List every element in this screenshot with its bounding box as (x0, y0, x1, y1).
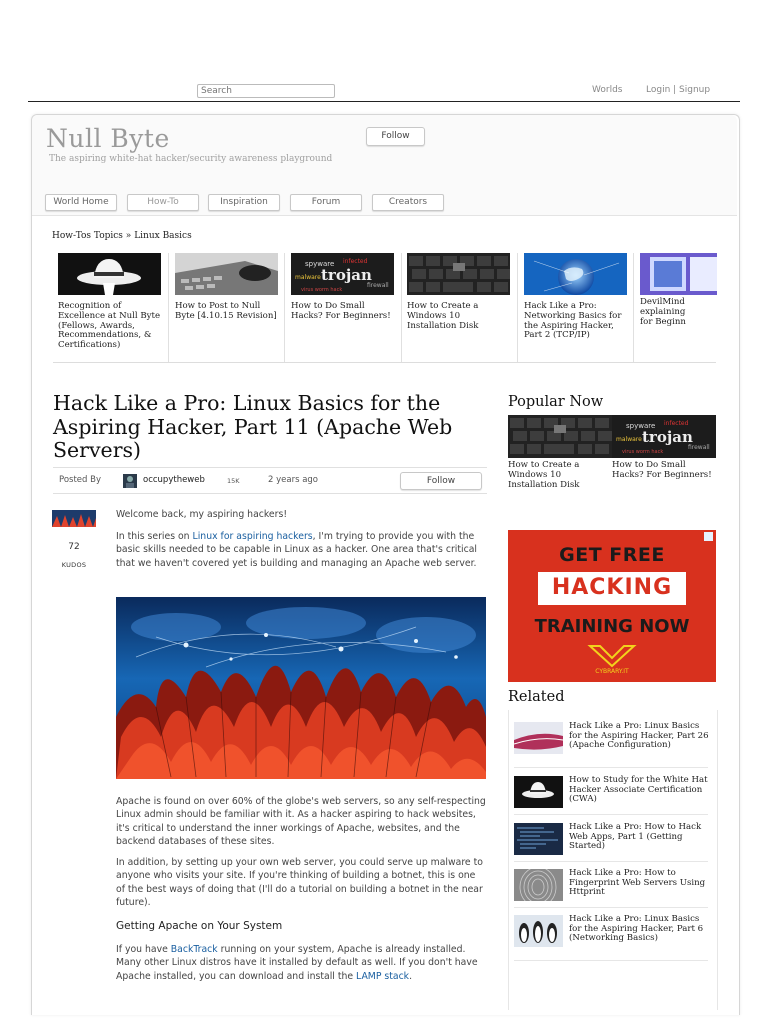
carousel-item[interactable] (407, 253, 511, 331)
related-item[interactable] (514, 722, 710, 758)
carousel-divider (401, 253, 402, 363)
training-ad-banner[interactable] (508, 530, 716, 682)
keyboard-typing-image (175, 253, 278, 295)
popular-item[interactable] (508, 415, 612, 490)
kudos-count: 72 (68, 542, 80, 552)
paragraph-text: If you have (116, 944, 171, 955)
related-divider (514, 767, 708, 768)
related-divider (514, 861, 708, 862)
white-hat-image (514, 776, 563, 808)
carousel-item[interactable] (58, 253, 162, 351)
article-subheading: Getting Apache on Your System (116, 920, 283, 932)
article-intro: Welcome back, my aspiring hackers! (116, 509, 288, 520)
linux-series-link[interactable]: Linux for aspiring hackers (192, 531, 313, 542)
related-item[interactable] (514, 869, 710, 905)
meta-divider (53, 493, 487, 494)
related-caption[interactable]: Hack Like a Pro: Linux Basics for the Aspiring Hacker, Part 26 (Apache Configuration) (569, 721, 709, 751)
windows-image (640, 253, 717, 295)
article-paragraph (116, 943, 486, 983)
paragraph-text: , I'm trying to provide you with the basic skills needed to be capable in Linux as a hacker. One area that's critical that we haven't covered yet is building and managing an Apache web server. (116, 531, 477, 569)
nav-inspiration[interactable]: Inspiration (208, 194, 280, 211)
related-caption[interactable]: Hack Like a Pro: How to Hack Web Apps, Part 1 (Getting Started) (569, 822, 702, 852)
carousel-divider (168, 253, 169, 363)
nav-creators[interactable]: Creators (372, 194, 444, 211)
related-caption[interactable]: Hack Like a Pro: How to Fingerprint Web Servers Using Httprint (569, 868, 706, 898)
login-signup-link[interactable]: Login | Signup (646, 85, 711, 95)
article-paragraph: In addition, by setting up your own web server, you could serve up malware to anyone who visits your site. If you're thinking of building a botnet, this is one of the best ways of doing that (I'll do a tutorial on building a botnet in the near future). (116, 857, 483, 908)
related-caption[interactable]: Hack Like a Pro: Linux Basics for the Aspiring Hacker, Part 6 (Networking Basics) (569, 914, 704, 944)
related-divider (514, 960, 708, 961)
site-tagline: The aspiring white-hat hacker/security awareness playground (49, 154, 333, 164)
ad-line-3: TRAINING NOW (534, 616, 690, 637)
carousel-item[interactable] (175, 253, 279, 322)
malware-wordcloud-image (291, 253, 394, 295)
carousel-divider (284, 253, 285, 363)
nav-how-to[interactable]: How-To (127, 194, 199, 211)
carousel-item[interactable] (640, 253, 717, 327)
kudos-label: KUDOS (61, 561, 87, 569)
related-caption[interactable]: How to Study for the White Hat Hacker Associate Certification (CWA) (569, 775, 708, 805)
popular-caption[interactable]: How to Do Small Hacks? For Beginners! (612, 460, 712, 480)
author-avatar[interactable] (123, 474, 137, 488)
ad-line-2: HACKING (551, 575, 673, 600)
paragraph-text: In this series on (116, 531, 193, 542)
keyboard-image (508, 415, 612, 458)
article-title: Hack Like a Pro: Linux Basics for the Aspiring Hacker, Part 11 (Apache Web Servers) (53, 391, 453, 462)
code-screen-image (514, 823, 563, 855)
carousel-caption[interactable]: How to Create a Windows 10 Installation Disk (407, 301, 479, 331)
white-hat-image (58, 253, 161, 295)
breadcrumb-topic[interactable]: Linux Basics (134, 231, 192, 241)
breadcrumb-section[interactable]: How-Tos Topics (52, 231, 123, 241)
article-paragraph (116, 530, 486, 570)
popular-caption[interactable]: How to Create a Windows 10 Installation Disk (508, 460, 580, 490)
carousel-caption[interactable]: How to Post to Null Byte [4.10.15 Revision] (175, 301, 277, 321)
carousel-item[interactable] (291, 253, 395, 322)
worlds-link[interactable]: Worlds (592, 85, 623, 95)
follow-author-button[interactable]: Follow (400, 472, 482, 490)
breadcrumb (52, 231, 192, 241)
paragraph-text: running on your system, Apache is already installed. Many other Linux distros have it installed by default as well. If you don't have Apache installed, you can download and install the (116, 944, 478, 982)
paragraph-text: . (409, 970, 413, 982)
breadcrumb-separator: » (125, 231, 132, 241)
svg-text:infected: infected (664, 420, 689, 427)
feathers-hero-image (116, 597, 486, 779)
carousel-caption[interactable]: How to Do Small Hacks? For Beginners! (291, 301, 391, 321)
carousel-caption[interactable]: Hack Like a Pro: Networking Basics for the Aspiring Hacker, Part 2 (TCP/IP) (524, 301, 622, 341)
svg-text:spyware: spyware (626, 422, 656, 430)
svg-text:infected: infected (343, 258, 368, 265)
site-title[interactable]: Null Byte (46, 124, 170, 153)
carousel-divider (633, 253, 634, 363)
popular-item[interactable] (612, 415, 716, 481)
kudos-image[interactable] (52, 510, 96, 527)
post-age: 2 years ago (268, 475, 319, 485)
svg-text:trojan: trojan (321, 266, 372, 284)
nav-forum[interactable]: Forum (290, 194, 362, 211)
carousel-item[interactable] (524, 253, 628, 341)
related-divider (514, 814, 708, 815)
feathers-image (514, 722, 563, 754)
svg-text:firewall: firewall (367, 282, 389, 289)
article-paragraph: Apache is found on over 60% of the globe's web servers, so any self-respecting Linux admin should be familiar with it. As a hacker aspiring to hack websites, it's critical to understand the inner workings of Apache, websites, and the backend databases of these sites. (116, 796, 486, 847)
carousel-divider (517, 253, 518, 363)
svg-text:trojan: trojan (642, 428, 693, 446)
search-input[interactable] (197, 84, 335, 98)
fingerprint-image (514, 869, 563, 901)
related-divider (514, 907, 708, 908)
svg-text:spyware: spyware (305, 260, 335, 268)
svg-text:virus worm hack: virus worm hack (622, 449, 664, 455)
popular-now-heading: Popular Now (508, 394, 604, 410)
svg-text:malware: malware (295, 274, 321, 281)
keyboard-image (407, 253, 510, 295)
penguins-image (514, 915, 563, 947)
nav-world-home[interactable]: World Home (45, 194, 117, 211)
lamp-stack-link[interactable]: LAMP stack (356, 970, 410, 982)
related-item[interactable] (514, 776, 710, 812)
author-followers: 15K (227, 477, 240, 485)
author-link[interactable]: occupytheweb (143, 475, 205, 485)
header-divider (28, 101, 740, 102)
carousel-caption[interactable]: DevilMind explaining for Beginn (640, 297, 686, 327)
meta-divider (53, 467, 487, 468)
malware-wordcloud-image (612, 415, 716, 458)
carousel-caption[interactable]: Recognition of Excellence at Null Byte (Fellows, Awards, Recommendations, & Certifications) (58, 301, 161, 351)
backtrack-link[interactable]: BackTrack (170, 944, 218, 955)
ad-brand: CYBRARY.IT (595, 668, 629, 675)
carousel-bottom-divider (53, 362, 716, 363)
ad-line-1: GET FREE (559, 544, 665, 566)
related-item[interactable] (514, 915, 710, 951)
related-item[interactable] (514, 823, 710, 859)
follow-world-button[interactable]: Follow (366, 127, 425, 146)
globe-network-image (524, 253, 627, 295)
related-heading: Related (508, 689, 565, 705)
svg-text:firewall: firewall (688, 444, 710, 451)
svg-text:malware: malware (616, 436, 642, 443)
svg-text:virus worm hack: virus worm hack (301, 287, 343, 293)
posted-by-label: Posted By (59, 475, 101, 485)
